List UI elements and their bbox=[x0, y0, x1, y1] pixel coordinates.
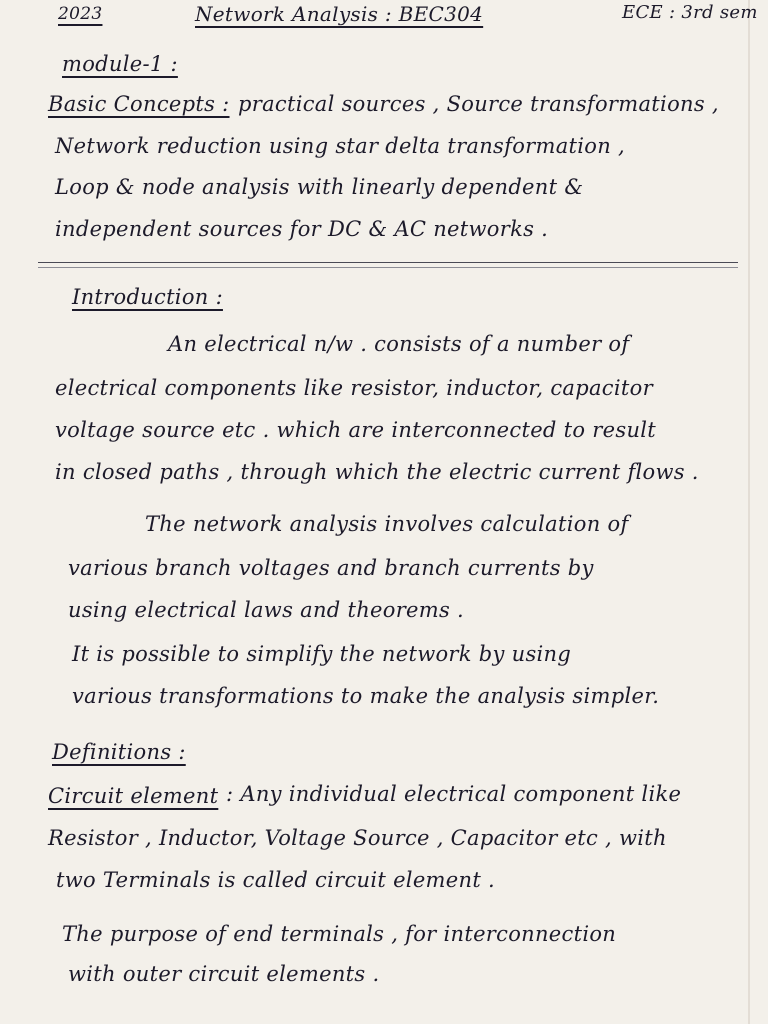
topic-label: Basic Concepts : bbox=[48, 92, 230, 116]
topic-line: independent sources for DC & AC networks . bbox=[55, 217, 549, 241]
paragraph-line: using electrical laws and theorems . bbox=[68, 598, 465, 622]
paragraph-line: An electrical n/w . consists of a number of bbox=[168, 332, 630, 356]
section-divider bbox=[38, 262, 738, 263]
paragraph-line: voltage source etc . which are interconnected to result bbox=[55, 418, 657, 442]
definitions-heading: Definitions : bbox=[52, 740, 186, 764]
section-divider bbox=[38, 267, 738, 268]
module-heading: module-1 : bbox=[62, 52, 178, 76]
definition-term: Circuit element bbox=[48, 784, 219, 808]
topic-line: practical sources , Source transformations , bbox=[238, 92, 719, 116]
page-title: Network Analysis : BEC304 bbox=[195, 2, 484, 26]
paragraph-line: The network analysis involves calculation of bbox=[145, 512, 629, 536]
introduction-heading: Introduction : bbox=[72, 285, 223, 309]
purpose-line: The purpose of end terminals , for interconnection bbox=[62, 922, 617, 946]
year-label: 2023 bbox=[58, 4, 103, 24]
paragraph-line: various transformations to make the analysis simpler. bbox=[72, 684, 660, 708]
purpose-line: with outer circuit elements . bbox=[68, 962, 380, 986]
paragraph-line: electrical components like resistor, inductor, capacitor bbox=[55, 376, 653, 400]
definition-line: : Any individual electrical component like bbox=[226, 782, 682, 806]
topic-line: Network reduction using star delta transformation , bbox=[55, 134, 625, 158]
paragraph-line: It is possible to simplify the network by using bbox=[72, 642, 572, 666]
page-edge-shadow bbox=[748, 0, 750, 1024]
topic-line: Loop & node analysis with linearly dependent & bbox=[55, 175, 584, 199]
definition-line: Resistor , Inductor, Voltage Source , Capacitor etc , with bbox=[48, 826, 667, 850]
paragraph-line: in closed paths , through which the electric current flows . bbox=[55, 460, 699, 484]
paragraph-line: various branch voltages and branch currents by bbox=[68, 556, 594, 580]
class-label: ECE : 3rd sem bbox=[622, 2, 758, 23]
definition-line: two Terminals is called circuit element . bbox=[56, 868, 496, 892]
